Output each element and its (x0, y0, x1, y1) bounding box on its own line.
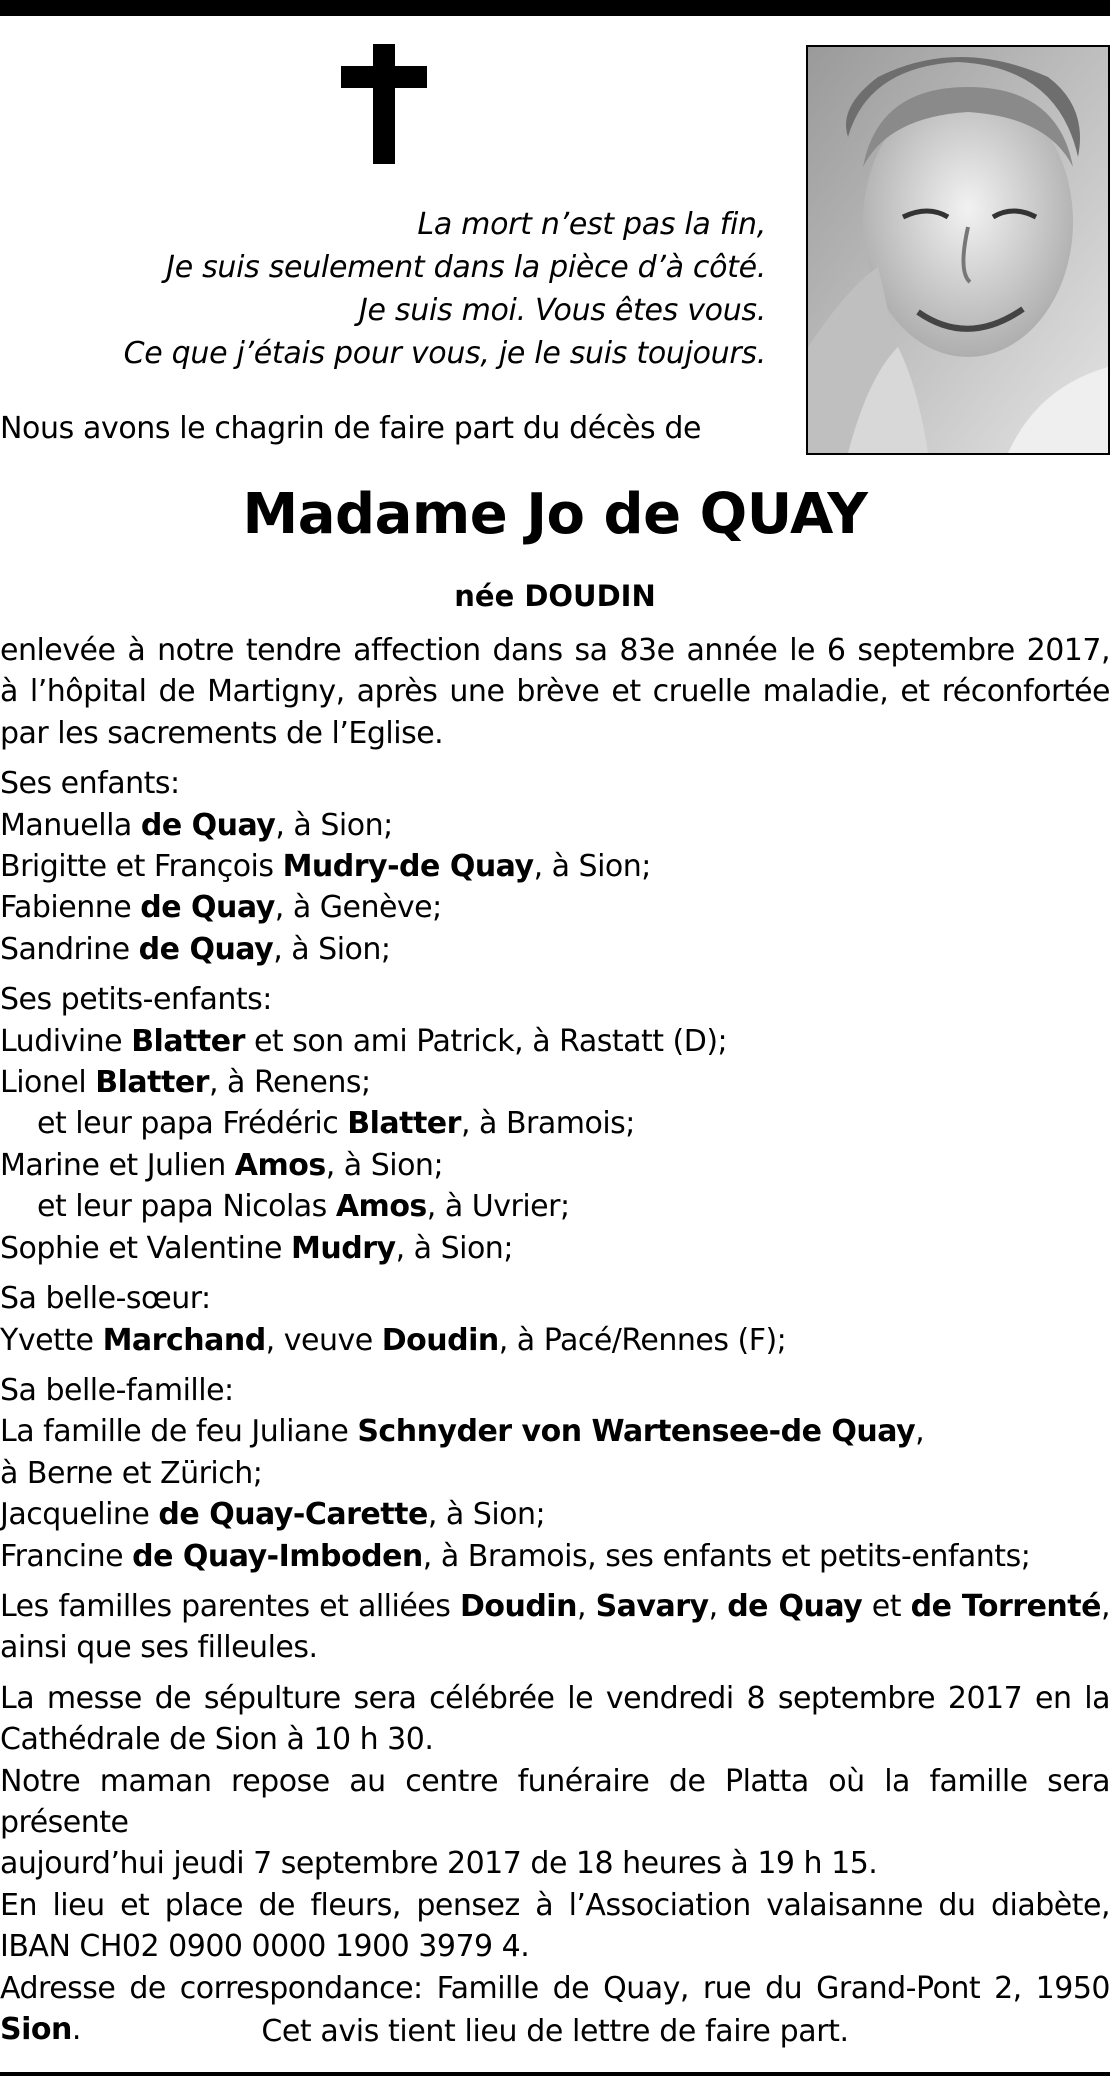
family-member-line: Ludivine Blatter et son ami Patrick, à Rastatt (D); (0, 1023, 728, 1059)
announcement-paragraph (0, 630, 1110, 754)
family-member-line: Yvette Marchand, veuve Doudin, à Pacé/Rennes (F); (0, 1322, 787, 1358)
text-line: La messe de sépulture sera célébrée le vendredi 8 septembre 2017 en la (0, 1680, 1110, 1716)
families-section (0, 1586, 1110, 1669)
closing-note: Cet avis tient lieu de lettre de faire part. (261, 2014, 849, 2049)
poem-line: Je suis seulement dans la pièce d’à côté. (166, 250, 766, 285)
sister-in-law-section (0, 1278, 1110, 1361)
poem (60, 203, 766, 375)
grandchildren-section (0, 979, 1110, 1269)
intro-text: Nous avons le chagrin de faire part du décès de (0, 411, 702, 446)
text-line: En lieu et place de fleurs, pensez à l’Association valaisanne du diabète, (0, 1887, 1110, 1923)
text-line: par les sacrements de l’Eglise. (0, 715, 444, 751)
text-line: Notre maman repose au centre funéraire de Platta où la famille sera présente (0, 1763, 1110, 1840)
text-line: Les familles parentes et alliées Doudin, Savary, de Quay et de Torrenté, (0, 1588, 1110, 1624)
family-member-line: Sophie et Valentine Mudry, à Sion; (0, 1230, 513, 1266)
cross-icon (341, 44, 427, 164)
family-member-line: et leur papa Frédéric Blatter, à Bramois; (37, 1106, 635, 1142)
section-heading: Ses petits-enfants: (0, 982, 272, 1018)
family-member-line: Lionel Blatter, à Renens; (0, 1065, 371, 1101)
poem-line: Ce que j’étais pour vous, je le suis toujours. (123, 336, 766, 371)
children-section (0, 763, 1110, 970)
family-member-line: Jacqueline de Quay-Carette, à Sion; (0, 1497, 546, 1533)
practical-info (0, 1678, 1110, 2051)
family-member-line: à Berne et Zürich; (0, 1455, 263, 1491)
text-line: enlevée à notre tendre affection dans sa 83e année le 6 septembre 2017, (0, 633, 1110, 668)
maiden-name: née DOUDIN (454, 579, 656, 613)
family-member-line: La famille de feu Juliane Schnyder von Wartensee-de Quay, (0, 1414, 925, 1450)
family-member-line: Brigitte et François Mudry-de Quay, à Sion; (0, 849, 651, 885)
section-heading: Sa belle-famille: (0, 1372, 234, 1408)
portrait-photo (806, 45, 1110, 455)
section-heading: Sa belle-sœur: (0, 1281, 211, 1317)
poem-line: La mort n’est pas la fin, (417, 207, 766, 242)
section-heading: Ses enfants: (0, 766, 180, 802)
text-line: Cathédrale de Sion à 10 h 30. (0, 1722, 434, 1758)
family-member-line: Marine et Julien Amos, à Sion; (0, 1147, 444, 1183)
in-laws-section (0, 1370, 1110, 1577)
text-line: ainsi que ses filleules. (0, 1630, 318, 1666)
deceased-name: Madame Jo de QUAY (242, 482, 868, 547)
family-member-line: Francine de Quay-Imboden, à Bramois, ses enfants et petits-enfants; (0, 1538, 1031, 1574)
poem-line: Je suis moi. Vous êtes vous. (358, 293, 766, 328)
family-member-line: Fabienne de Quay, à Genève; (0, 890, 442, 926)
top-rule (0, 0, 1110, 16)
family-member-line: Manuella de Quay, à Sion; (0, 807, 393, 843)
announcement-body (0, 630, 1110, 2059)
family-member-line: Sandrine de Quay, à Sion; (0, 931, 391, 967)
text-line: IBAN CH02 0900 0000 1900 3979 4. (0, 1929, 530, 1965)
family-member-line: et leur papa Nicolas Amos, à Uvrier; (37, 1189, 570, 1225)
address-line: Adresse de correspondance: Famille de Quay, rue du Grand-Pont 2, 1950 Sion. (0, 1970, 1110, 2047)
bottom-rule (0, 2072, 1110, 2076)
text-line: aujourd’hui jeudi 7 septembre 2017 de 18 heures à 19 h 15. (0, 1846, 878, 1882)
text-line: à l’hôpital de Martigny, après une brève et cruelle maladie, et réconfortée (0, 674, 1110, 710)
